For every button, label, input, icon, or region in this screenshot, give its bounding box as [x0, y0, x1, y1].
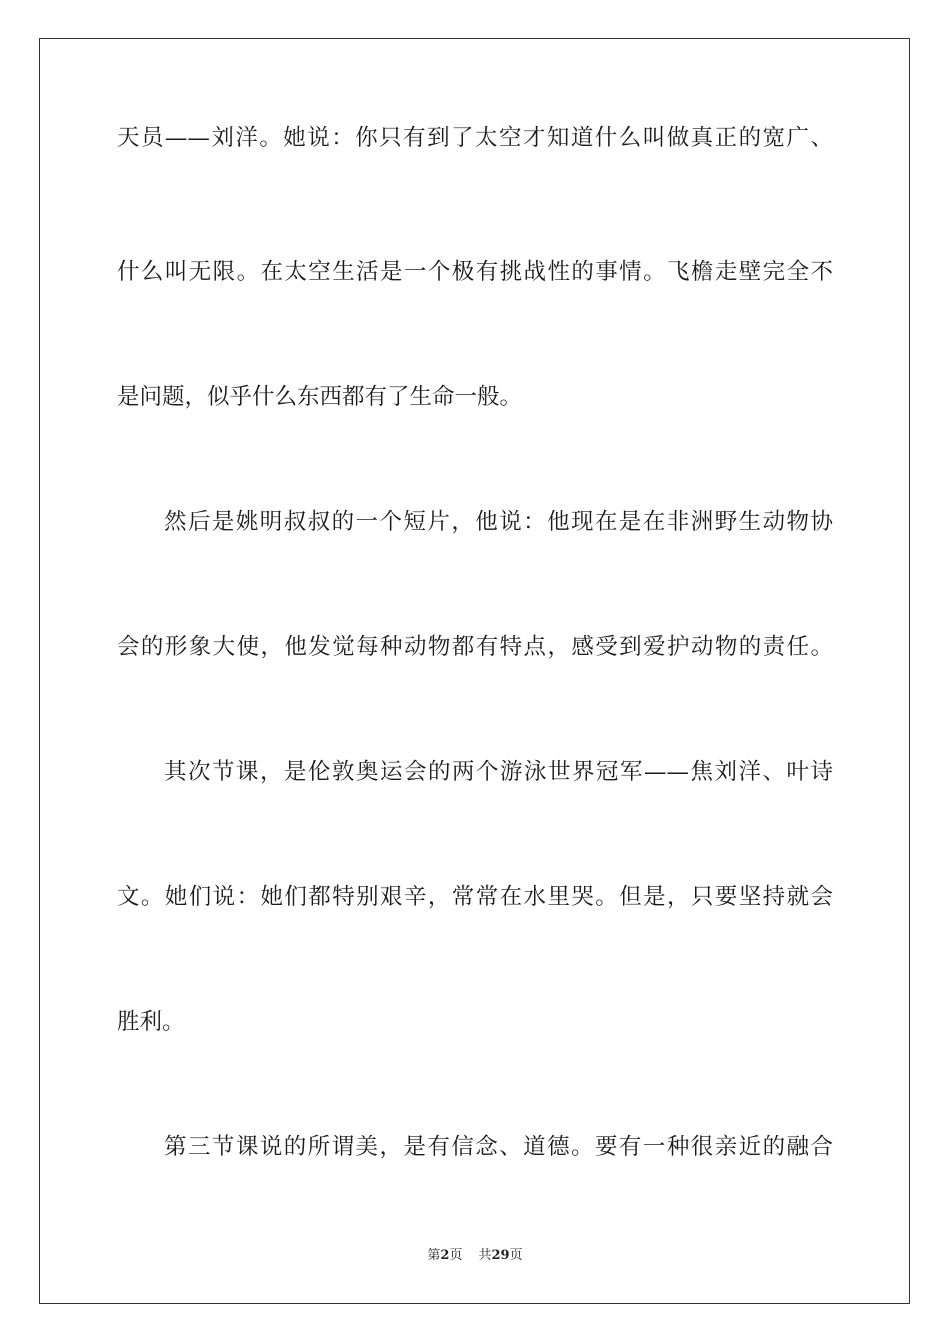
- page-number: 2: [440, 1248, 450, 1263]
- page-suffix: 页: [449, 1248, 463, 1263]
- body-text-line: 胜利。: [117, 1009, 185, 1035]
- page-footer: [0, 1247, 950, 1265]
- body-text-line: 会的形象大使，他发觉每种动物都有特点，感受到爱护动物的责任。: [117, 634, 833, 660]
- paragraph-first-line: 第三节课说的所谓美，是有信念、道德。要有一种很亲近的融合: [164, 1134, 833, 1160]
- body-text-line: 什么叫无限。在太空生活是一个极有挑战性的事情。飞檐走壁完全不: [117, 259, 833, 285]
- body-text-line: 天员——刘洋。她说：你只有到了太空才知道什么叫做真正的宽广、: [117, 125, 833, 151]
- total-prefix: 共: [478, 1248, 492, 1263]
- paragraph-first-line: 然后是姚明叔叔的一个短片，他说：他现在是在非洲野生动物协: [164, 509, 833, 535]
- total-suffix: 页: [509, 1248, 523, 1263]
- page-border: [39, 38, 910, 1304]
- body-text-line: 文。她们说：她们都特别艰辛，常常在水里哭。但是，只要坚持就会: [117, 884, 833, 910]
- page-prefix: 第: [427, 1248, 441, 1263]
- paragraph-first-line: 其次节课，是伦敦奥运会的两个游泳世界冠军——焦刘洋、叶诗: [164, 759, 833, 785]
- body-text-line: 是问题，似乎什么东西都有了生命一般。: [117, 384, 523, 410]
- total-pages: 29: [491, 1248, 510, 1263]
